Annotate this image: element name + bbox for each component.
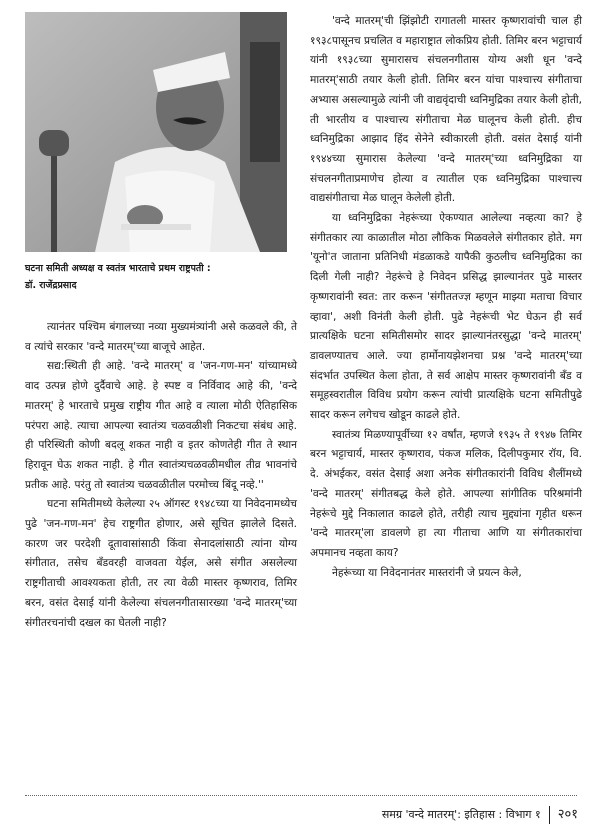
left-paragraph-1: त्यानंतर पश्चिम बंगालच्या नव्या मुख्यमंत्र्यांनी असे कळवले की, ते व त्यांचे सरकार 'वन्दे मातरम्'च्या बाजूचे आहेत. [25, 321, 297, 353]
page-number: २०१ [557, 807, 578, 822]
right-paragraph-4: नेहरूंच्या या निवेदनानंतर मास्तरांनी जे प्रयत्न केले, [332, 566, 522, 579]
right-paragraph-2: या ध्वनिमुद्रिका नेहरूंच्या ऐकण्यात आलेल्या नव्हत्या का? हे संगीतकार त्या काळातील मोठा लौकिक मिळवलेले संगीतकार होते. मग 'यूनो'त जाताना प्रतिनिधी मंडळाकडे यापैकी कुठलीच ध्वनिमुद्रिका का दिली गेली नाही? नेहरूंचे हे निवेदन प्रसिद्ध झाल्यानंतर पुढे मास्तर कृष्णरावांनी स्वत: तार करून 'संगीततज्ज्ञ म्हणून माझ्या मताचा विचार व्हावा', अशी विनंती केली होती. पुढे नेहरूंची भेट घेऊन ही सर्व प्रात्यक्षिके घटना समितीसमोर सादर झाल्यानंतरसुद्धा 'वन्दे मातरम्' डावलण्यातच आले. ज्या हार्मोनायझेशनचा प्रश्न 'वन्दे मातरम्'च्या संदर्भात उपस्थित केला होता, ते सर्व आक्षेप मास्तर कृष्णरावांनी बँड व समूहस्वरातील विविध प्रयोग करून त्यांची प्रात्यक्षिके घटना समितीपुढे सादर करून लगेचच खोडून काढले होते. [310, 212, 582, 422]
caption-line-2: डॉ. राजेंद्रप्रसाद [25, 280, 77, 291]
portrait-photo-icon [25, 12, 287, 252]
footer-divider [25, 795, 577, 796]
portrait-illustration [25, 12, 287, 252]
left-paragraph-3: घटना समितीमध्ये केलेल्या २५ ऑगस्ट १९४८च्या या निवेदनामध्येच पुढे 'जन-गण-मन' हेच राष्ट्रगीत होणार, असे सूचित झालेले दिसते. कारण जर परदेशी दूतावासांसाठी किंवा सेनादलांसाठी त्यांना योग्य संगीतात, तसेच बँडवरही वाजवता येईल, असे संगीत असलेल्या राष्ट्रगीताची आवश्यकता होती, तर त्या वेळी मास्तर कृष्णराव, तिमिर बरन, वसंत देसाई यांनी केलेल्या संचलनगीतासारख्या 'वन्दे मातरम्'च्या संगीतरचनांची दखल का घेतली नाही? [25, 498, 297, 629]
page-footer [382, 805, 578, 825]
caption-line-1: घटना समिती अध्यक्ष व स्वतंत्र भारताचे प्रथम राष्ट्रपती : [25, 263, 211, 274]
left-paragraph-2: सद्य:स्थिती ही आहे. 'वन्दे मातरम्' व 'जन-गण-मन' यांच्यामध्ये वाद उत्पन्न होणे दुर्दैवाचे आहे. हे स्पष्ट व निर्विवाद आहे की, 'वन्दे मातरम्' हे भारताचे प्रमुख राष्ट्रीय गीत आहे व त्याला मोठी ऐतिहासिक परंपरा आहे. त्याचा आपल्या स्वातंत्र्य चळवळीशी निकटचा संबंध आहे. ही परिस्थिती कोणी बदलू शकत नाही व इतर कोणतेही गीत ते स्थान हिरावून घेऊ शकत नाही. हे गीत स्वातंत्र्यचळवळीमधील तीव्र भावनांचे प्रतीक आहे. परंतु तो स्वातंत्र्य चळवळीतील परमोच्च बिंदू नव्हे.'' [25, 360, 297, 491]
right-paragraph-1: 'वन्दे मातरम्'ची झिंझोटी रागातली मास्तर कृष्णरावांची चाल ही १९३८पासूनच प्रचलित व महाराष्ट्रात लोकप्रिय होती. तिमिर बरन भट्टाचार्य यांनी १९३८च्या सुमारासच संचलनगीतास योग्य अशी धून 'वन्दे मातरम्'साठी तयार केली होती. तिमिर बरन यांचा पाश्चात्त्य संगीताचा अभ्यास असल्यामुळे त्यांनी जी वाद्यवृंदाची ध्वनिमुद्रिका तयार केली होती, ती भारतीय व पाश्चात्त्य संगीताचा मेळ घालूनच केली होती. हीच ध्वनिमुद्रिका आझाद हिंद सेनेने स्वीकारली होती. वसंत देसाई यांनी १९४४च्या सुमारास केलेल्या 'वन्दे मातरम्'च्या ध्वनिमुद्रिका या संचलनगीताप्रमाणेच होत्या व त्यातील एक ध्वनिमुद्रिका पाश्चात्त्य वाद्यसंगीताचा मेळ घालून केलेली होती. [310, 15, 582, 205]
footer-separator [549, 806, 550, 824]
right-paragraph-3: स्वातंत्र्य मिळण्यापूर्वीच्या १२ वर्षांत, म्हणजे १९३५ ते १९४७ तिमिर बरन भट्टाचार्य, मास्तर कृष्णराव, पंकज मलिक, दिलीपकुमार रॉय, वि. दे. अंभईकर, वसंत देसाई अशा अनेक संगीतकारांनी विविध शैलींमध्ये 'वन्दे मातरम्' संगीतबद्ध केले होते. आपल्या सांगीतिक परिश्रमांनी नेहरूंचे मुद्दे निकालात काढले होते, तरीही त्याच मुद्द्यांना गृहीत धरून 'वन्दे मातरम्'ला डावलणे हा त्या गीताचा आणि या संगीतकारांचा अपमानच नव्हता काय? [310, 428, 582, 559]
photo-caption [25, 260, 297, 294]
running-title: समग्र 'वन्दे मातरम्': इतिहास : विभाग १ [381, 808, 541, 821]
right-column [310, 12, 582, 583]
left-column [25, 318, 297, 633]
